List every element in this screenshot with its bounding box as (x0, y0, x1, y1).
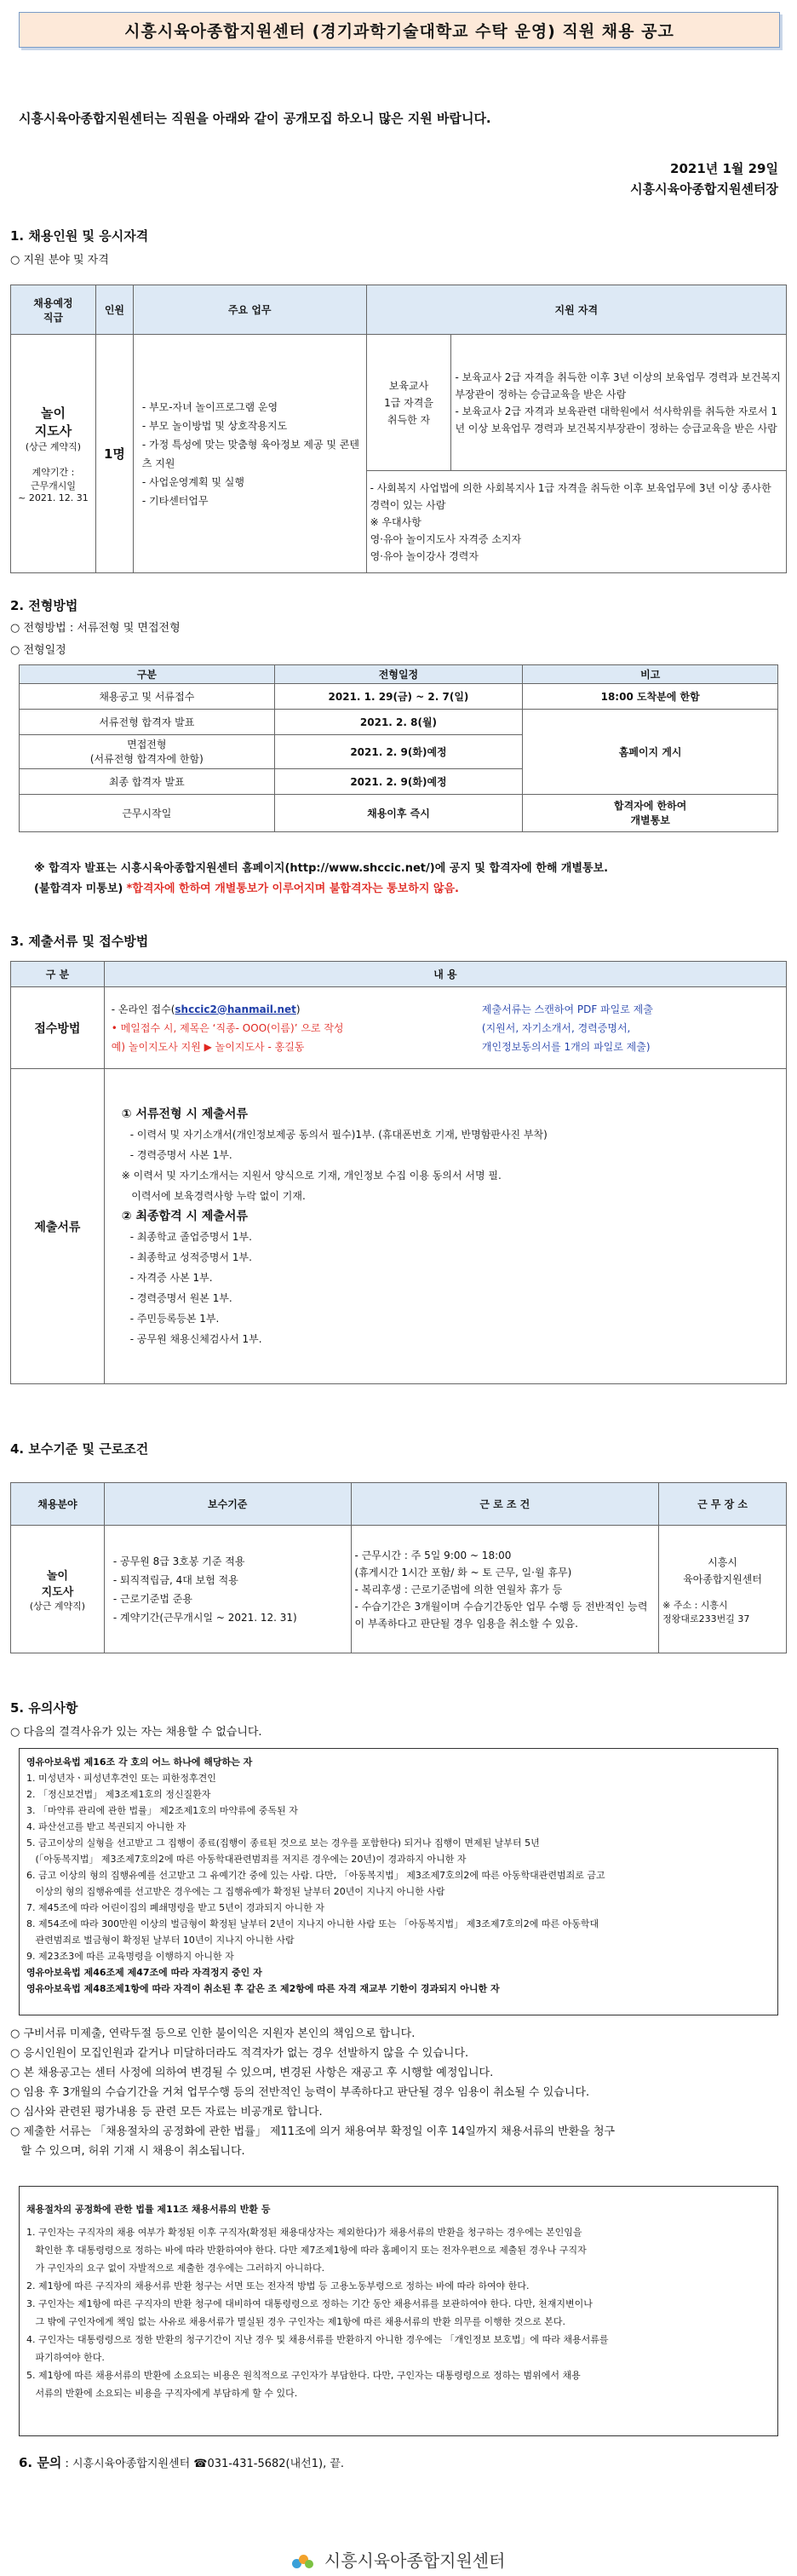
section-2-heading: 2. 전형방법 (10, 598, 78, 613)
box1-item: 4. 파산선고를 받고 복권되지 아니한 자 (26, 1821, 186, 1832)
header-duties: 주요 업무 (133, 285, 366, 335)
schedule-row-remark: 홈페이지 게시 (523, 710, 778, 795)
footer-org-name: 시흥시육아종합지원센터 (324, 2550, 506, 2571)
position-cell (11, 335, 96, 573)
docs-line: ① 서류전형 시 제출서류 (121, 1107, 248, 1121)
header-place: 근 무 장 소 (659, 1483, 787, 1526)
box2-item: 가 구인자의 요구 없이 자발적으로 제출한 경우에는 그러하지 아니하다. (26, 2263, 325, 2274)
method-right: 제출서류는 스캔하여 PDF 파일로 제출 (지원서, 자기소개서, 경력증명서, 개인정보동의서를 1개의 파일로 제출) (479, 987, 787, 1069)
intro-text: 시흥시육아종합지원센터는 직원을 아래와 같이 공개모집 하오니 많은 지원 바랍니다. (19, 111, 491, 126)
contact-line (19, 2453, 344, 2471)
box1-item: 1. 미성년자ㆍ피성년후견인 또는 피한정후견인 (26, 1773, 216, 1784)
docs-line: - 경력증명서 사본 1부. (129, 1148, 232, 1161)
box2-item: 3. 구인자는 제1항에 따른 구직자의 반환 청구에 대비하여 대통령령으로 정하는 기간 동안 채용서류를 보관하여야 한다. 다만, 천재지변이나 (26, 2298, 593, 2309)
position-name: 놀이 지도사 (34, 405, 72, 439)
place-address: ※ 주소 : 시흥시 정왕대로233번길 37 (662, 1599, 750, 1624)
position-note: (상근 계약직) (25, 441, 82, 452)
docs-line: ② 최종합격 시 제출서류 (121, 1209, 248, 1223)
email-link[interactable]: shccic2@hanmail.net (175, 1003, 296, 1015)
place-cell (659, 1526, 787, 1653)
pay-cell: - 공무원 8급 3호봉 기준 적용 - 퇴직적립금, 4대 보험 적용 - 근로기준법 준용 - 계약기간(근무개시일 ~ 2021. 12. 31) (104, 1526, 351, 1653)
document-return-box (19, 2186, 778, 2436)
docs-line: - 이력서 및 자기소개서(개인정보제공 동의서 필수)1부. (휴대폰번호 기재, 반명함판사진 부착) (129, 1128, 548, 1141)
note-item: ○ 제출한 서류는 「채용절차의 공정화에 관한 법률」 제11조에 의거 채용여부 확정일 이후 14일까지 채용서류의 반환을 청구 (10, 2125, 616, 2138)
method-suffix: ) (295, 1003, 301, 1015)
note-item: ○ 구비서류 미제출, 연락두절 등으로 인한 불이익은 지원자 본인의 책임으로 합니다. (10, 2027, 416, 2040)
header-schedule: 전형일정 (274, 665, 523, 684)
center-logo-icon (292, 2555, 314, 2570)
box1-item: 이상의 형의 집행유예를 선고받은 경우에는 그 집행유예가 확정된 날부터 20년이 지나지 아니한 사람 (26, 1886, 445, 1897)
disqualification-box (19, 1748, 778, 2015)
date-block (630, 158, 778, 199)
headcount: 1명 (95, 335, 133, 573)
schedule-row-date: 2021. 1. 29(금) ~ 2. 7(일) (274, 684, 523, 710)
announcement-note: ※ 합격자 발표는 시흥시육아종합지원센터 홈페이지(http://www.shccic.net/)에 공지 및 합격자에 한해 개별통보. (34, 862, 609, 875)
note-item: ○ 임용 후 3개월의 수습기간을 거쳐 업무수행 등의 전반적인 능력이 부족하다고 판단될 경우 임용이 취소될 수 있습니다. (10, 2086, 590, 2099)
header-qualification: 지원 자격 (366, 285, 786, 335)
header-remark: 비고 (523, 665, 778, 684)
field-note: (상근 계약직) (29, 1600, 86, 1612)
note-item: ○ 심사와 관련된 평가내용 등 관련 모든 자료는 비공개로 합니다. (10, 2106, 323, 2119)
section-4-heading: 4. 보수기준 및 근로조건 (10, 1441, 149, 1457)
schedule-row-date: 2021. 2. 8(월) (274, 710, 523, 735)
section-6-heading: 6. 문의 (19, 2455, 62, 2470)
header-pay: 보수기준 (104, 1483, 351, 1526)
pay-table (10, 1482, 787, 1653)
footer (0, 2547, 797, 2572)
docs-line: - 주민등록등본 1부. (129, 1312, 220, 1325)
schedule-row-label: 근무시작일 (20, 795, 275, 832)
notification-prefix: (불합격자 미통보) (34, 883, 123, 895)
box1-item: 3. 「마약류 관리에 관한 법률」 제2조제1호의 마약류에 중독된 자 (26, 1805, 298, 1816)
title-banner (19, 12, 780, 48)
box1-item: 2. 「정신보건법」 제3조제1호의 정신질환자 (26, 1789, 211, 1800)
method-prefix: - 온라인 접수( (111, 1003, 175, 1015)
docs-cell (104, 1069, 786, 1384)
header-category: 구분 (20, 665, 275, 684)
note-item: ○ 본 채용공고는 센터 사정에 의하여 변경될 수 있으며, 변경된 사항은 재공고 후 시행할 예정입니다. (10, 2067, 494, 2079)
box2-item: 2. 제1항에 따른 구직자의 채용서류 반환 청구는 서면 또는 전자적 방법 등 고용노동부령으로 정하는 바에 따라 하여야 한다. (26, 2280, 530, 2291)
schedule-row-remark: 합격자에 한하여 개별통보 (523, 795, 778, 832)
method-line-2: • 메일접수 시, 제목은 ‘직종- OOO(이름)’ 으로 작성 (111, 1021, 344, 1034)
contact-text: : 시흥시육아종합지원센터 ☎031-431-5682(내선1), 끝. (65, 2458, 345, 2470)
box2-item: 4. 구인자는 대통령령으로 정한 반환의 청구기간이 지난 경우 및 채용서류를 반환하지 아니한 경우에는 「개인정보 보호법」에 따라 채용서류를 (26, 2334, 609, 2345)
box1-tail: 영유아보육법 제48조제1항에 따라 자격이 취소된 후 같은 조 제2항에 따른 자격 재교부 기한이 경과되지 아니한 자 (26, 1983, 500, 1994)
box1-item: (「아동복지법」 제3조제7호의2에 따른 아동학대관련범죄를 저지른 경우에는 20년)이 경과하지 아니한 자 (26, 1854, 467, 1865)
section-5-heading: 5. 유의사항 (10, 1700, 78, 1716)
notes-list (10, 2024, 787, 2161)
schedule-row-label: 최종 합격자 발표 (20, 769, 275, 795)
schedule-row-label: 채용공고 및 서류접수 (20, 684, 275, 710)
header-rank: 채용예정 직급 (11, 285, 96, 335)
section-2-sub2: ○ 전형일정 (10, 644, 66, 657)
duties-cell: - 부모-자녀 놀이프로그램 운영 - 부모 놀이방법 및 상호작용지도 - 가정 특성에 맞는 맞춤형 육아정보 제공 및 콘텐츠 지원 - 사업운영계획 및 실행 - 기타센터업무 (133, 335, 366, 573)
header-field: 채용분야 (11, 1483, 105, 1526)
schedule-row-date: 채용이후 즉시 (274, 795, 523, 832)
box2-item: 그 밖에 구인자에게 책임 없는 사유로 채용서류가 멸실된 경우 구인자는 제1항에 따른 채용서류의 반환 의무를 이행한 것으로 본다. (26, 2316, 565, 2327)
note-item: 할 수 있으며, 허위 기재 시 채용이 취소됩니다. (10, 2145, 245, 2158)
docs-line: ※ 이력서 및 자기소개서는 지원서 양식으로 기재, 개인정보 수집 이용 동의서 서명 필. (121, 1169, 502, 1182)
docs-label: 제출서류 (11, 1069, 105, 1384)
box2-title: 채용절차의 공정화에 관한 법률 제11조 채용서류의 반환 등 (26, 2204, 271, 2215)
submission-table (10, 961, 787, 1384)
box1-item: 6. 금고 이상의 형의 집행유예를 선고받고 그 유예기간 중에 있는 사람. 다만, 「아동복지법」 제3조제7호의2에 따른 아동학대관련범죄로 금고 (26, 1870, 605, 1881)
section-3-heading: 3. 제출서류 및 접수방법 (10, 934, 149, 949)
schedule-table (19, 664, 778, 832)
section-2-sub1: ○ 전형방법 : 서류전형 및 면접전형 (10, 622, 181, 635)
field-cell (11, 1526, 105, 1653)
contract-period: 계약기간 : 근무개시일 ~ 2021. 12. 31 (18, 467, 89, 503)
box1-item: 5. 금고이상의 실형을 선고받고 그 집행이 종료(집행이 종료된 것으로 보는 경우를 포함한다) 되거나 집행이 면제된 날부터 5년 (26, 1837, 540, 1849)
box1-title: 영유아보육법 제16조 각 호의 어느 하나에 해당하는 자 (26, 1757, 253, 1768)
box2-item: 5. 제1항에 따른 채용서류의 반환에 소요되는 비용은 원칙적으로 구인자가 부담한다. 다만, 구인자는 대통령령으로 정하는 범위에서 채용 (26, 2370, 581, 2381)
section-1-heading: 1. 채용인원 및 응시자격 (10, 228, 149, 244)
schedule-row-remark: 18:00 도착분에 한함 (523, 684, 778, 710)
box1-item: 7. 제45조에 따라 어린이집의 폐쇄명령을 받고 5년이 경과되지 아니한 자 (26, 1902, 324, 1913)
organization-head: 시흥시육아종합지원센터장 (630, 181, 778, 197)
method-line-1 (112, 1000, 475, 1019)
method-cell (104, 987, 479, 1069)
box2-item: 1. 구인자는 구직자의 채용 여부가 확정된 이후 구직자(확정된 채용대상자는 제외한다)가 채용서류의 반환을 청구하는 경우에는 본인임을 (26, 2227, 582, 2238)
header-conditions: 근 로 조 건 (351, 1483, 659, 1526)
page-title: 시흥시육아종합지원센터 (경기과학기술대학교 수탁 운영) 직원 채용 공고 (124, 21, 674, 41)
notification-note (34, 879, 459, 895)
field-name: 놀이 지도사 (41, 1569, 74, 1599)
box1-item: 8. 제54조에 따라 300만원 이상의 벌금형이 확정된 날부터 2년이 지나지 아니한 사람 또는 「아동복지법」 제3조제7호의2에 따른 아동학대 (26, 1918, 599, 1929)
docs-line: - 경력증명서 원본 1부. (129, 1291, 232, 1304)
header-count: 인원 (95, 285, 133, 335)
docs-line: - 공무원 채용신체검사서 1부. (129, 1332, 262, 1345)
box2-item: 서류의 반환에 소요되는 비용을 구직자에게 부담하게 할 수 있다. (26, 2388, 298, 2399)
docs-line: 이력서에 보육경력사항 누락 없이 기재. (121, 1189, 306, 1202)
box1-item: 9. 제23조3에 따른 교육명령을 이행하지 아니한 자 (26, 1951, 234, 1962)
qual-left: 보육교사 1급 자격을 취득한 자 (366, 335, 451, 471)
method-line-3: 예) 놀이지도사 지원 ▶ 놀이지도사 - 홍길동 (111, 1040, 305, 1053)
schedule-row-date: 2021. 2. 9(화)예정 (274, 735, 523, 769)
method-label: 접수방법 (11, 987, 105, 1069)
section-5-sub: ○ 다음의 결격사유가 있는 자는 채용할 수 없습니다. (10, 1726, 262, 1739)
schedule-row-label: 서류전형 합격자 발표 (20, 710, 275, 735)
box2-item: 파기하여야 한다. (26, 2352, 105, 2363)
box1-item: 관련범죄로 벌금형이 확정된 날부터 10년이 지나지 아니한 사람 (26, 1935, 295, 1946)
recruit-table (10, 285, 787, 573)
header-division: 구 분 (11, 962, 105, 987)
qual-bottom: - 사회복지 사업법에 의한 사회복지사 1급 자격을 취득한 이후 보육업무에 3년 이상 종사한 경력이 있는 사람 ※ 우대사항 영·유아 놀이지도사 자격증 소지자 영·유아 놀이강사 경력자 (366, 471, 786, 573)
note-item: ○ 응시인원이 모집인원과 같거나 미달하더라도 적격자가 없는 경우 선발하지 않을 수 있습니다. (10, 2047, 469, 2060)
schedule-row-label: 면접전형 (서류전형 합격자에 한함) (20, 735, 275, 769)
docs-line: - 자격증 사본 1부. (129, 1271, 213, 1284)
docs-line: - 최종학교 졸업증명서 1부. (129, 1230, 252, 1243)
announcement-date: 2021년 1월 29일 (670, 161, 778, 176)
header-content: 내 용 (104, 962, 786, 987)
box2-item: 확인한 후 대통령령으로 정하는 바에 따라 반환하여야 한다. 다만 제7조제1항에 따라 홈페이지 또는 전자우편으로 제출된 경우나 구직자 (26, 2245, 587, 2256)
schedule-row-date: 2021. 2. 9(화)예정 (274, 769, 523, 795)
qual-right: - 보육교사 2급 자격을 취득한 이후 3년 이상의 보육업무 경력과 보건복지부장관이 정하는 승급교육을 받은 사람 - 보육교사 2급 자격과 보육관련 대학원에서 석사학위를 취득한 자로서 1년 이상 보육업무 경력과 보건복지부장관이 정하는 승급교육을 받은 사람 (451, 335, 787, 471)
conditions-cell: - 근무시간 : 주 5일 9:00 ~ 18:00 (휴게시간 1시간 포함/ 화 ~ 토 근무, 일·월 휴무) - 복리후생 : 근로기준법에 의한 연월차 휴가 등 - 수습기간은 3개월이며 수습기간동안 업무 수행 등 전반적인 능력이 부족하다고 판단될 경우 임용을 취소할 수 있음. (351, 1526, 659, 1653)
section-1-sub: ○ 지원 분야 및 자격 (10, 254, 109, 267)
docs-line: - 최종학교 성적증명서 1부. (129, 1251, 252, 1263)
place-name: 시흥시 육아종합지원센터 (683, 1555, 762, 1585)
box1-tail: 영유아보육법 제46조제 제47조에 따라 자격정지 중인 자 (26, 1967, 262, 1978)
notification-warning: *합격자에 한하여 개별통보가 이루어지며 불합격자는 통보하지 않음. (126, 883, 459, 895)
